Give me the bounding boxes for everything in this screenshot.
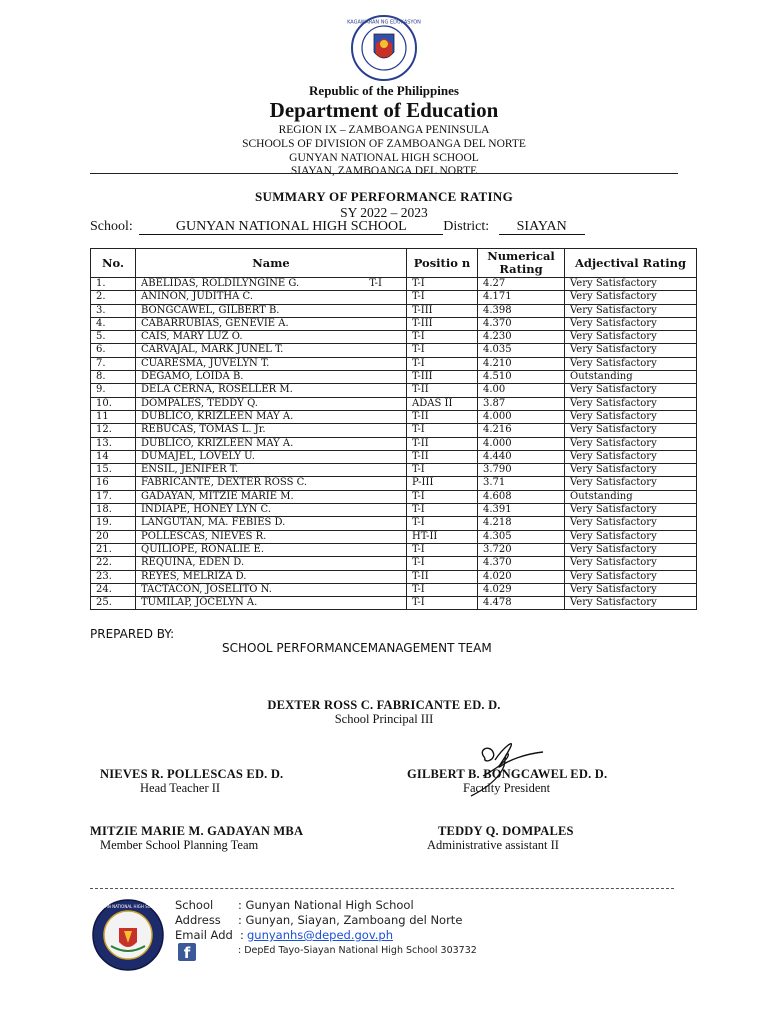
row-name xyxy=(136,490,407,503)
row-adjectival-rating: Very Satisfactory xyxy=(565,597,697,610)
row-name xyxy=(136,357,407,370)
row-adjectival-rating: Very Satisfactory xyxy=(565,424,697,437)
row-number: 18. xyxy=(91,504,136,517)
row-position: T-II xyxy=(407,410,478,423)
row-name xyxy=(136,504,407,517)
row-position: T-I xyxy=(407,597,478,610)
row-number: 3. xyxy=(91,304,136,317)
row-position: T-II xyxy=(407,384,478,397)
row-adjectival-rating: Very Satisfactory xyxy=(565,304,697,317)
row-adjectival-rating: Very Satisfactory xyxy=(565,570,697,583)
row-name xyxy=(136,424,407,437)
row-numerical-rating: 4.000 xyxy=(478,410,565,423)
row-position: T-III xyxy=(407,371,478,384)
table-row xyxy=(91,410,697,423)
row-name xyxy=(136,517,407,530)
row-numerical-rating: 4.230 xyxy=(478,331,565,344)
row-adjectival-rating: Very Satisfactory xyxy=(565,344,697,357)
row-position: T-I xyxy=(407,583,478,596)
row-numerical-rating: 4.210 xyxy=(478,357,565,370)
row-number: 16 xyxy=(91,477,136,490)
row-name-extra: T-I xyxy=(369,278,382,289)
row-numerical-rating: 4.171 xyxy=(478,291,565,304)
school-district-line xyxy=(90,219,585,235)
row-number: 10. xyxy=(91,397,136,410)
table-row xyxy=(91,504,697,517)
row-adjectival-rating: Very Satisfactory xyxy=(565,530,697,543)
row-adjectival-rating: Very Satisfactory xyxy=(565,384,697,397)
school-logo-text: GUNYAN NATIONAL HIGH SCHOOL xyxy=(93,904,163,909)
row-name xyxy=(136,570,407,583)
prepared-by-label: PREPARED BY: xyxy=(90,627,175,641)
footer-email-separator: : xyxy=(240,928,244,942)
row-name-text: DOMPALES, TEDDY Q. xyxy=(141,397,258,409)
table-row xyxy=(91,384,697,397)
row-name-text: CABARRUBIAS, GENEVIE A. xyxy=(141,317,289,329)
row-number: 13. xyxy=(91,437,136,450)
row-position: T-I xyxy=(407,291,478,304)
row-numerical-rating: 4.218 xyxy=(478,517,565,530)
row-name xyxy=(136,278,407,291)
admin-assistant-name: TEDDY Q. DOMPALES xyxy=(438,824,574,838)
column-header-name: Name xyxy=(136,249,407,278)
footer-email-link[interactable]: gunyanhs@deped.gov.ph xyxy=(247,928,393,942)
school-label: School: xyxy=(90,219,133,234)
row-number: 11 xyxy=(91,410,136,423)
row-number: 12. xyxy=(91,424,136,437)
footer-school-value: : Gunyan National High School xyxy=(238,898,414,912)
row-adjectival-rating: Very Satisfactory xyxy=(565,357,697,370)
row-numerical-rating: 4.020 xyxy=(478,570,565,583)
row-adjectival-rating: Very Satisfactory xyxy=(565,583,697,596)
row-numerical-rating: 4.305 xyxy=(478,530,565,543)
row-numerical-rating: 4.370 xyxy=(478,557,565,570)
row-adjectival-rating: Very Satisfactory xyxy=(565,477,697,490)
row-name-text: LANGUTAN, MA. FEBIES D. xyxy=(141,517,286,529)
row-adjectival-rating: Very Satisfactory xyxy=(565,437,697,450)
row-number: 4. xyxy=(91,317,136,330)
row-adjectival-rating: Outstanding xyxy=(565,371,697,384)
row-number: 17. xyxy=(91,490,136,503)
row-name-text: TUMILAP, JOCELYN A. xyxy=(141,597,258,609)
row-numerical-rating: 4.029 xyxy=(478,583,565,596)
row-numerical-rating: 4.440 xyxy=(478,450,565,463)
row-number: 15. xyxy=(91,464,136,477)
row-name-text: TACTACON, JOSELITO N. xyxy=(141,583,272,595)
row-numerical-rating: 3.71 xyxy=(478,477,565,490)
row-adjectival-rating: Very Satisfactory xyxy=(565,557,697,570)
division-line: SCHOOLS OF DIVISION OF ZAMBOANGA DEL NORTE xyxy=(242,138,526,150)
row-name xyxy=(136,543,407,556)
row-name-text: BONGCAWEL, GILBERT B. xyxy=(141,304,280,316)
row-name-text: DEGAMO, LOIDA B. xyxy=(141,371,244,383)
table-row xyxy=(91,477,697,490)
row-name xyxy=(136,384,407,397)
header-divider xyxy=(90,173,678,174)
row-position: T-II xyxy=(407,437,478,450)
row-name-text: FABRICANTE, DEXTER ROSS C. xyxy=(141,477,308,489)
row-name xyxy=(136,410,407,423)
table-row xyxy=(91,357,697,370)
row-name xyxy=(136,530,407,543)
row-name-text: GADAYAN, MITZIE MARIE M. xyxy=(141,490,294,502)
row-position: T-I xyxy=(407,424,478,437)
row-name-text: DUBLICO, KRIZLEEN MAY A. xyxy=(141,410,294,422)
admin-assistant-title: Administrative assistant II xyxy=(427,838,559,852)
table-row xyxy=(91,317,697,330)
row-name xyxy=(136,397,407,410)
row-adjectival-rating: Very Satisfactory xyxy=(565,317,697,330)
table-row xyxy=(91,331,697,344)
row-name xyxy=(136,331,407,344)
table-row xyxy=(91,291,697,304)
row-name xyxy=(136,450,407,463)
school-value: GUNYAN NATIONAL HIGH SCHOOL xyxy=(139,220,443,235)
row-position: ADAS II xyxy=(407,397,478,410)
row-name-text: INDIAPE, HONEY LYN C. xyxy=(141,504,272,516)
row-name-text: CARVAJAL, MARK JUNEL T. xyxy=(141,344,284,356)
row-adjectival-rating: Very Satisfactory xyxy=(565,504,697,517)
row-position: T-I xyxy=(407,344,478,357)
row-adjectival-rating: Very Satisfactory xyxy=(565,450,697,463)
region-line: REGION IX – ZAMBOANGA PENINSULA xyxy=(278,124,490,136)
table-row xyxy=(91,424,697,437)
row-adjectival-rating: Very Satisfactory xyxy=(565,410,697,423)
row-adjectival-rating: Very Satisfactory xyxy=(565,278,697,291)
row-number: 2. xyxy=(91,291,136,304)
row-numerical-rating: 4.035 xyxy=(478,344,565,357)
row-name xyxy=(136,291,407,304)
row-name xyxy=(136,583,407,596)
row-name-text: ENSIL, JENIFER T. xyxy=(141,464,239,476)
head-teacher-title: Head Teacher II xyxy=(140,781,221,795)
row-number: 19. xyxy=(91,517,136,530)
row-numerical-rating: 4.398 xyxy=(478,304,565,317)
table-row xyxy=(91,597,697,610)
row-position: T-I xyxy=(407,331,478,344)
row-numerical-rating: 4.216 xyxy=(478,424,565,437)
row-name-text: DUBLICO, KRIZLEEN MAY A. xyxy=(141,437,294,449)
row-position: T-I xyxy=(407,490,478,503)
school-year: SY 2022 – 2023 xyxy=(340,205,428,220)
performance-rating-table xyxy=(90,248,697,610)
row-position: T-III xyxy=(407,304,478,317)
row-number: 25. xyxy=(91,597,136,610)
row-name-text: DUMAJEL, LOVELY U. xyxy=(141,450,255,462)
footer-divider xyxy=(90,888,674,889)
row-name xyxy=(136,557,407,570)
district-value: SIAYAN xyxy=(499,220,585,235)
table-row xyxy=(91,583,697,596)
school-line: GUNYAN NATIONAL HIGH SCHOOL xyxy=(289,152,479,164)
republic-heading: Republic of the Philippines xyxy=(309,83,459,98)
table-row xyxy=(91,450,697,463)
table-row xyxy=(91,437,697,450)
table-row xyxy=(91,557,697,570)
row-number: 22. xyxy=(91,557,136,570)
row-adjectival-rating: Very Satisfactory xyxy=(565,291,697,304)
row-number: 8. xyxy=(91,371,136,384)
row-numerical-rating: 4.27 xyxy=(478,278,565,291)
row-name-text: DELA CERNA, ROSELLER M. xyxy=(141,384,293,396)
row-name-text: REBUCAS, TOMAS L. Jr. xyxy=(141,424,266,436)
table-row xyxy=(91,490,697,503)
row-name-text: CAIS, MARY LUZ O. xyxy=(141,331,243,343)
row-number: 14 xyxy=(91,450,136,463)
facebook-icon[interactable]: f xyxy=(178,943,196,961)
row-adjectival-rating: Very Satisfactory xyxy=(565,331,697,344)
footer-school-label: School xyxy=(175,898,214,912)
row-name-text: REYES, MELRIZA D. xyxy=(141,570,247,582)
row-adjectival-rating: Very Satisfactory xyxy=(565,464,697,477)
row-number: 5. xyxy=(91,331,136,344)
row-name xyxy=(136,371,407,384)
row-numerical-rating: 4.370 xyxy=(478,317,565,330)
row-adjectival-rating: Very Satisfactory xyxy=(565,543,697,556)
row-name xyxy=(136,437,407,450)
row-name-text: ANINON, JUDITHA C. xyxy=(141,291,254,303)
row-numerical-rating: 4.510 xyxy=(478,371,565,384)
table-row xyxy=(91,304,697,317)
row-name xyxy=(136,597,407,610)
row-number: 9. xyxy=(91,384,136,397)
row-number: 21. xyxy=(91,543,136,556)
row-position: T-I xyxy=(407,557,478,570)
school-logo xyxy=(91,898,165,972)
row-numerical-rating: 4.478 xyxy=(478,597,565,610)
row-position: T-I xyxy=(407,504,478,517)
table-row xyxy=(91,344,697,357)
row-name xyxy=(136,317,407,330)
table-row xyxy=(91,278,697,291)
row-number: 23. xyxy=(91,570,136,583)
column-header-position: Positio n xyxy=(407,249,478,278)
row-name-text: POLLESCAS, NIEVES R. xyxy=(141,530,267,542)
row-numerical-rating: 3.790 xyxy=(478,464,565,477)
row-number: 7. xyxy=(91,357,136,370)
row-numerical-rating: 3.87 xyxy=(478,397,565,410)
head-teacher-name: NIEVES R. POLLESCAS ED. D. xyxy=(100,767,284,781)
row-numerical-rating: 4.608 xyxy=(478,490,565,503)
table-row xyxy=(91,464,697,477)
report-title: SUMMARY OF PERFORMANCE RATING xyxy=(255,189,513,204)
row-position: T-I xyxy=(407,464,478,477)
row-adjectival-rating: Outstanding xyxy=(565,490,697,503)
department-heading: Department of Education xyxy=(269,98,499,122)
table-header-row xyxy=(91,249,697,278)
table-row xyxy=(91,530,697,543)
footer-email-label: Email Add xyxy=(175,928,233,942)
table-row xyxy=(91,570,697,583)
row-position: T-I xyxy=(407,543,478,556)
row-position: T-III xyxy=(407,317,478,330)
team-label: SCHOOL PERFORMANCEMANAGEMENT TEAM xyxy=(222,641,492,655)
row-position: T-I xyxy=(407,357,478,370)
location-line: SIAYAN, ZAMBOANGA DEL NORTE xyxy=(290,165,478,177)
row-name-text: CUARESMA, JUVELYN T. xyxy=(141,357,270,369)
row-name xyxy=(136,464,407,477)
principal-title: School Principal III xyxy=(334,712,434,726)
member-title: Member School Planning Team xyxy=(100,838,259,852)
row-name xyxy=(136,304,407,317)
row-position: T-I xyxy=(407,517,478,530)
row-number: 24. xyxy=(91,583,136,596)
row-position: P-III xyxy=(407,477,478,490)
footer-facebook-page: : DepEd Tayo-Siayan National High School 303732 xyxy=(238,945,477,956)
row-name-text: QUILIOPE, RONALIE E. xyxy=(141,543,264,555)
principal-name: DEXTER ROSS C. FABRICANTE ED. D. xyxy=(267,698,501,712)
row-name-text: REQUINA, EDEN D. xyxy=(141,557,245,569)
footer-address-label: Address xyxy=(175,913,221,927)
table-row xyxy=(91,543,697,556)
row-position: T-II xyxy=(407,450,478,463)
row-position: T-II xyxy=(407,570,478,583)
row-position: HT-II xyxy=(407,530,478,543)
table-row xyxy=(91,517,697,530)
table-row xyxy=(91,397,697,410)
faculty-president-title: Faculty President xyxy=(463,781,551,795)
row-name xyxy=(136,344,407,357)
row-numerical-rating: 4.391 xyxy=(478,504,565,517)
row-adjectival-rating: Very Satisfactory xyxy=(565,517,697,530)
row-number: 6. xyxy=(91,344,136,357)
deped-seal-logo xyxy=(343,14,425,82)
column-header-numerical: Numerical Rating xyxy=(478,249,565,278)
member-name: MITZIE MARIE M. GADAYAN MBA xyxy=(90,824,304,838)
column-header-adjectival: Adjectival Rating xyxy=(565,249,697,278)
row-position: T-I xyxy=(407,278,478,291)
seal-text: KAGAWARAN NG EDUKASYON xyxy=(347,19,421,26)
footer-address-value: : Gunyan, Siayan, Zamboang del Norte xyxy=(238,913,463,927)
district-label: District: xyxy=(443,219,490,234)
row-numerical-rating: 4.00 xyxy=(478,384,565,397)
row-numerical-rating: 4.000 xyxy=(478,437,565,450)
row-number: 1. xyxy=(91,278,136,291)
row-name-text: ABELIDAS, ROLDILYNGINE G. xyxy=(141,278,300,289)
row-numerical-rating: 3.720 xyxy=(478,543,565,556)
row-adjectival-rating: Very Satisfactory xyxy=(565,397,697,410)
table-row xyxy=(91,371,697,384)
row-number: 20 xyxy=(91,530,136,543)
faculty-president-name: GILBERT B. BONGCAWEL ED. D. xyxy=(407,767,608,781)
column-header-no: No. xyxy=(91,249,136,278)
row-name xyxy=(136,477,407,490)
